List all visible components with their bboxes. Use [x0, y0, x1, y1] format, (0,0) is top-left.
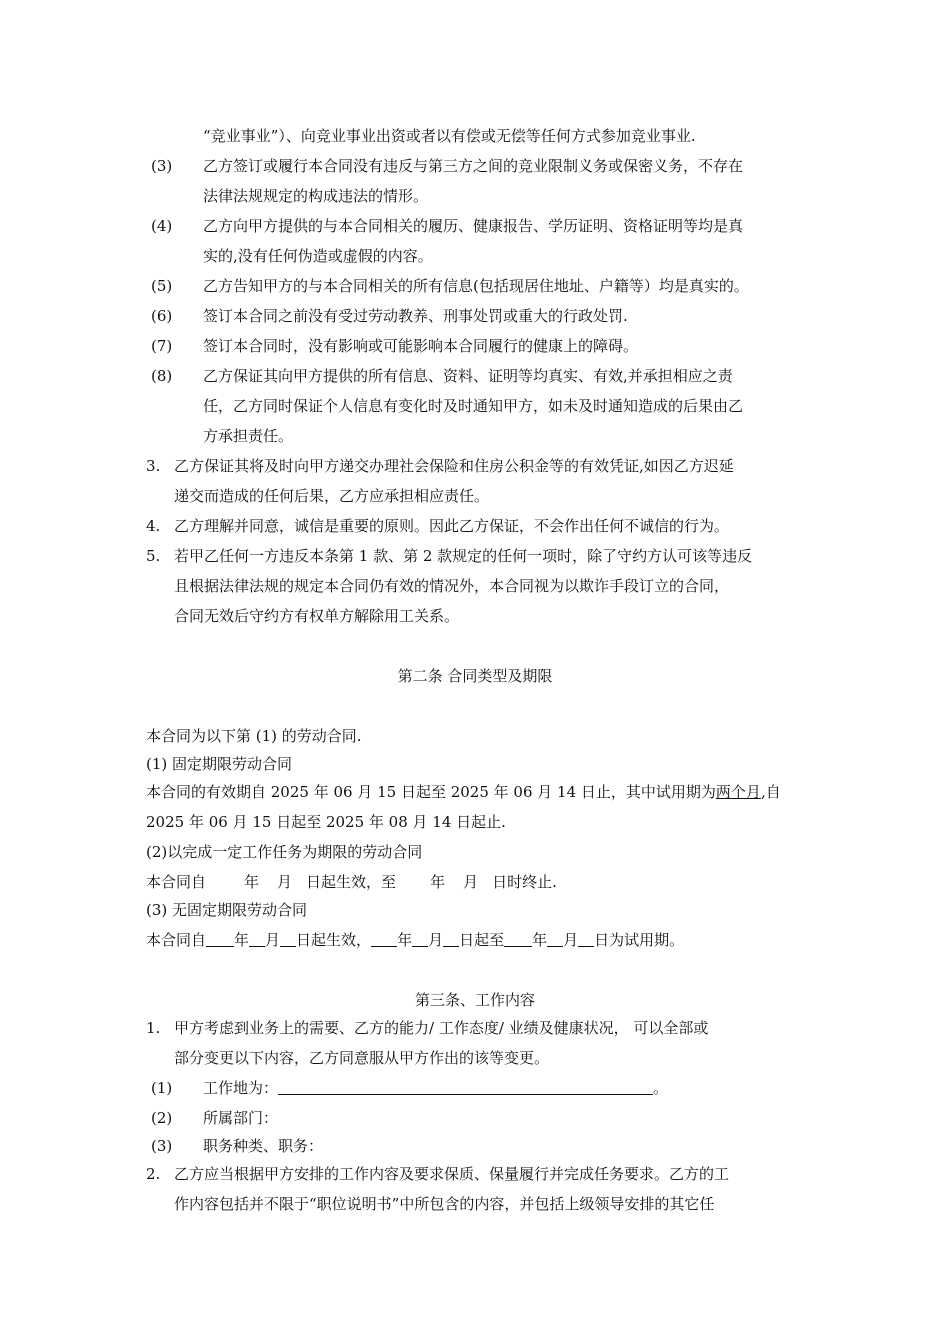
clause-text: 若甲乙任何一方违反本条第 1 款、第 2 款规定的任何一项时，除了守约方认可该等违反 [174, 547, 753, 565]
department-label: 所属部门： [203, 1109, 279, 1127]
clause-text: 部分变更以下内容，乙方同意服从甲方作出的该等变更。 [174, 1049, 550, 1067]
item-number: (3) [151, 1137, 173, 1155]
item-text: 签订本合同时，没有影响或可能影响本合同履行的健康上的障碍。 [203, 337, 639, 355]
clause-text: 合同无效后守约方有权单方解除用工关系。 [174, 607, 460, 625]
paragraph-line [146, 782, 781, 802]
text-fragment: 月 [265, 931, 281, 949]
text-fragment: 日起至 [459, 931, 505, 949]
text-fragment: 本合同自 [146, 873, 207, 891]
text-fragment: 年 [430, 873, 446, 891]
work-location-blank [278, 1080, 653, 1095]
text-fragment: 本合同自 [146, 931, 207, 949]
option-label: (1) 固定期限劳动合同 [146, 755, 293, 773]
text-fragment: 年 [244, 873, 260, 891]
paragraph-line: 2025 年 06 月 15 日起至 2025 年 08 月 14 日起止. [146, 813, 506, 831]
text-fragment: 月 [277, 873, 293, 891]
item-text: 乙方向甲方提供的与本合同相关的履历、健康报告、学历证明、资格证明等均是真 [203, 217, 744, 235]
paragraph-line [146, 930, 684, 950]
text-fragment: 月 [428, 931, 444, 949]
validity-text-end: ,自 [760, 783, 781, 801]
work-location-label: 工作地为： [203, 1079, 279, 1097]
text-fragment: 年 [532, 931, 548, 949]
text-fragment: 年 [234, 931, 250, 949]
text-fragment: 月 [463, 873, 479, 891]
item-number: (3) [151, 157, 173, 175]
item-text: 法律法规规定的构成违法的情形。 [203, 187, 429, 205]
item-number: (5) [151, 277, 173, 295]
text-fragment: 日时终止. [492, 873, 557, 891]
item-number: (4) [151, 217, 173, 235]
clause-number: 2. [146, 1165, 161, 1183]
clause-text: 递交而造成的任何后果，乙方应承担相应责任。 [174, 487, 490, 505]
clause-text: 乙方理解并同意，诚信是重要的原则。因此乙方保证，不会作出任何不诚信的行为。 [174, 517, 730, 535]
option-label: (2)以完成一定工作任务为期限的劳动合同 [146, 843, 423, 861]
clause-number: 4. [146, 517, 161, 535]
clause-number: 5. [146, 547, 161, 565]
item-number: (6) [151, 307, 173, 325]
paragraph-line: “竞业事业”）、向竞业事业出资或者以有偿或无偿等任何方式参加竞业事业. [203, 127, 696, 145]
item-text: 任，乙方同时保证个人信息有变化时及时通知甲方，如未及时通知造成的后果由乙 [203, 397, 744, 415]
item-number: (8) [151, 367, 173, 385]
text-fragment: 日起生效，至 [306, 873, 397, 891]
text-fragment: 日起生效， [296, 931, 372, 949]
text-fragment: 。 [653, 1079, 669, 1097]
item-text: 乙方签订或履行本合同没有违反与第三方之间的竞业限制义务或保密义务，不存在 [203, 157, 744, 175]
option-label: (3) 无固定期限劳动合同 [146, 901, 308, 919]
clause-text: 且根据法律法规的规定本合同仍有效的情况外，本合同视为以欺诈手段订立的合同， [174, 577, 730, 595]
item-text: 实的,没有任何伪造或虚假的内容。 [203, 247, 433, 265]
validity-text: 本合同的有效期自 2025 年 06 月 15 日起至 2025 年 06 月 14 日止，其中试用期为 [146, 783, 716, 801]
clause-text: 乙方保证其将及时向甲方递交办理社会保险和住房公积金等的有效凭证,如因乙方迟延 [174, 457, 734, 475]
clause-text: 甲方考虑到业务上的需要、乙方的能力/ 工作态度/ 业绩及健康状况， 可以全部或 [174, 1019, 709, 1037]
item-text [203, 1078, 668, 1098]
clause-text: 作内容包括并不限于“职位说明书”中所包含的内容，并包括上级领导安排的其它任 [174, 1195, 715, 1213]
item-text: 签订本合同之前没有受过劳动教养、刑事处罚或重大的行政处罚. [203, 307, 628, 325]
text-fragment: 年 [397, 931, 413, 949]
item-text: 方承担责任。 [203, 427, 294, 445]
paragraph-line [146, 872, 557, 892]
text-fragment: 月 [563, 931, 579, 949]
probation-period: 两个月 [715, 783, 761, 801]
section-heading: 第二条 合同类型及期限 [397, 667, 553, 685]
item-number: (7) [151, 337, 173, 355]
position-label: 职务种类、职务： [203, 1137, 324, 1155]
item-number: (2) [151, 1109, 173, 1127]
item-text: 乙方告知甲方的与本合同相关的所有信息(包括现居住地址、户籍等）均是真实的。 [203, 277, 749, 295]
text-fragment: 日为试用期。 [594, 931, 685, 949]
clause-text: 乙方应当根据甲方安排的工作内容及要求保质、保量履行并完成任务要求。乙方的工 [174, 1165, 730, 1183]
item-number: (1) [151, 1079, 173, 1097]
section-heading: 第三条、工作内容 [414, 991, 535, 1009]
item-text: 乙方保证其向甲方提供的所有信息、资料、证明等均真实、有效,并承担相应之责 [203, 367, 733, 385]
paragraph-line: 本合同为以下第 (1) 的劳动合同. [146, 727, 362, 745]
clause-number: 3. [146, 457, 161, 475]
clause-number: 1. [146, 1019, 161, 1037]
